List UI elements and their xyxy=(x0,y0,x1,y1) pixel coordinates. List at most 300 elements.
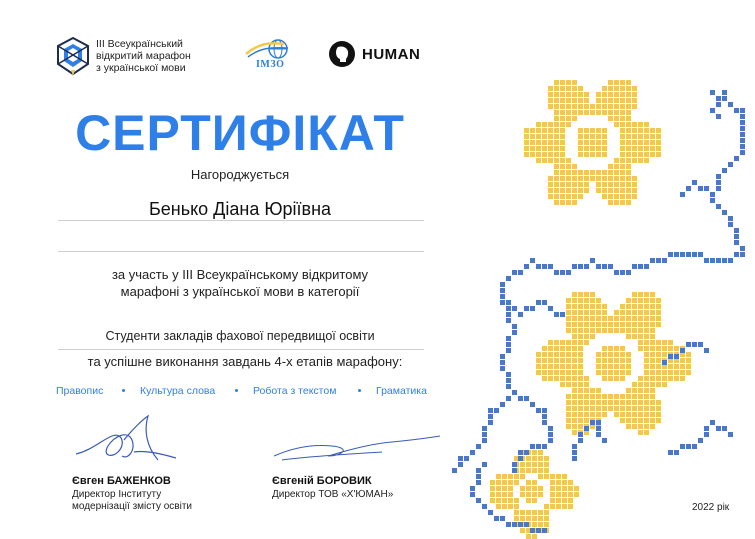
stitch-icon xyxy=(566,400,571,405)
stitch-icon xyxy=(560,104,565,109)
stitch-icon xyxy=(626,92,631,97)
marathon-emblem-icon xyxy=(56,36,90,76)
stitch-icon xyxy=(698,186,703,191)
stitch-icon xyxy=(614,80,619,85)
stitch-icon xyxy=(566,370,571,375)
stitch-icon xyxy=(536,528,541,533)
stitch-icon xyxy=(554,122,559,127)
stitch-icon xyxy=(596,304,601,309)
stitch-icon xyxy=(536,146,541,151)
stitch-icon xyxy=(566,194,571,199)
stitch-icon xyxy=(608,328,613,333)
stitch-icon xyxy=(644,140,649,145)
stitch-icon xyxy=(578,382,583,387)
stitch-icon xyxy=(512,522,517,527)
stitch-icon xyxy=(614,346,619,351)
stitch-icon xyxy=(578,298,583,303)
stitch-icon xyxy=(614,270,619,275)
stitch-icon xyxy=(560,146,565,151)
stitch-icon xyxy=(548,352,553,357)
stitch-icon xyxy=(662,360,667,365)
stitch-icon xyxy=(566,158,571,163)
stitch-icon xyxy=(572,176,577,181)
stitch-icon xyxy=(662,352,667,357)
human-head-icon xyxy=(328,40,356,68)
signer-role: Директор Інституту xyxy=(72,489,162,500)
stitch-icon xyxy=(590,298,595,303)
stitch-icon xyxy=(638,310,643,315)
stitch-icon xyxy=(536,364,541,369)
stitch-icon xyxy=(524,152,529,157)
stitch-icon xyxy=(638,328,643,333)
stitch-icon xyxy=(578,264,583,269)
stitch-icon xyxy=(526,510,531,515)
stitch-icon xyxy=(554,352,559,357)
stitch-icon xyxy=(620,346,625,351)
stitch-icon xyxy=(584,406,589,411)
stitch-icon xyxy=(590,328,595,333)
stitch-icon xyxy=(596,104,601,109)
stitch-icon xyxy=(734,234,739,239)
stitch-icon xyxy=(602,376,607,381)
stitch-icon xyxy=(520,462,525,467)
stitch-icon xyxy=(572,182,577,187)
stitch-icon xyxy=(626,270,631,275)
stitch-icon xyxy=(620,176,625,181)
stitch-icon xyxy=(638,122,643,127)
stitch-icon xyxy=(500,366,505,371)
stitch-icon xyxy=(590,406,595,411)
stitch-icon xyxy=(548,364,553,369)
stitch-icon xyxy=(502,498,507,503)
stitch-icon xyxy=(620,418,625,423)
stitch-icon xyxy=(620,116,625,121)
stitch-icon xyxy=(578,176,583,181)
stitch-icon xyxy=(644,146,649,151)
stitch-icon xyxy=(614,110,619,115)
stitch-icon xyxy=(740,120,745,125)
signer-borovyk xyxy=(272,475,393,501)
stitch-icon xyxy=(614,364,619,369)
stitch-icon xyxy=(650,328,655,333)
stitch-icon xyxy=(740,108,745,113)
stitch-icon xyxy=(602,304,607,309)
stitch-icon xyxy=(608,358,613,363)
stitch-icon xyxy=(566,304,571,309)
stitch-icon xyxy=(602,146,607,151)
stitch-icon xyxy=(590,400,595,405)
stitch-icon xyxy=(496,492,501,497)
stitch-icon xyxy=(650,412,655,417)
stitch-icon xyxy=(740,252,745,257)
stitch-icon xyxy=(584,98,589,103)
stitch-icon xyxy=(584,188,589,193)
completion-text: та успішне виконання завдань 4-х етапів марафону: xyxy=(87,354,403,369)
stitch-icon xyxy=(572,200,577,205)
stitch-icon xyxy=(644,412,649,417)
stitch-icon xyxy=(506,396,511,401)
stitch-icon xyxy=(566,340,571,345)
stitch-icon xyxy=(566,316,571,321)
stitch-icon xyxy=(584,310,589,315)
stitch-icon xyxy=(578,364,583,369)
stitch-icon xyxy=(596,310,601,315)
stitch-icon xyxy=(548,306,553,311)
stitch-icon xyxy=(584,304,589,309)
embroidery-ornament xyxy=(440,60,755,539)
stitch-icon xyxy=(538,450,543,455)
stitch-icon xyxy=(608,194,613,199)
stitch-icon xyxy=(602,182,607,187)
stitch-icon xyxy=(556,474,561,479)
stitch-icon xyxy=(722,210,727,215)
stitch-icon xyxy=(686,364,691,369)
stitch-icon xyxy=(632,140,637,145)
stitch-icon xyxy=(500,516,505,521)
stitch-icon xyxy=(650,334,655,339)
stitch-icon xyxy=(734,108,739,113)
stitch-icon xyxy=(626,158,631,163)
stitch-icon xyxy=(620,406,625,411)
stitch-icon xyxy=(560,312,565,317)
stitch-icon xyxy=(728,222,733,227)
stitch-icon xyxy=(560,140,565,145)
stitch-icon xyxy=(506,318,511,323)
stitch-icon xyxy=(502,486,507,491)
stitch-icon xyxy=(526,498,531,503)
stitch-icon xyxy=(550,492,555,497)
stitch-icon xyxy=(554,182,559,187)
stitch-icon xyxy=(602,128,607,133)
stitch-icon xyxy=(562,498,567,503)
stitch-icon xyxy=(590,334,595,339)
stitch-icon xyxy=(542,444,547,449)
stitch-icon xyxy=(656,258,661,263)
stitch-icon xyxy=(656,322,661,327)
stitch-icon xyxy=(502,474,507,479)
stitch-icon xyxy=(674,450,679,455)
stitch-icon xyxy=(502,504,507,509)
stitch-icon xyxy=(526,534,531,539)
stitch-icon xyxy=(644,310,649,315)
stitch-icon xyxy=(500,354,505,359)
stitch-icon xyxy=(614,370,619,375)
stitch-icon xyxy=(476,444,481,449)
stitch-icon xyxy=(650,418,655,423)
stitch-icon xyxy=(554,128,559,133)
stitch-icon xyxy=(602,104,607,109)
stitch-icon xyxy=(614,194,619,199)
stitch-icon xyxy=(638,406,643,411)
stitch-icon xyxy=(614,328,619,333)
stitch-icon xyxy=(644,364,649,369)
stitch-icon xyxy=(626,298,631,303)
stitch-icon xyxy=(554,98,559,103)
stitch-icon xyxy=(692,252,697,257)
stitch-icon xyxy=(500,288,505,293)
stitch-icon xyxy=(500,282,505,287)
stitch-icon xyxy=(542,370,547,375)
stitch-icon xyxy=(578,92,583,97)
stitch-icon xyxy=(620,364,625,369)
stitch-icon xyxy=(548,438,553,443)
stitch-icon xyxy=(626,188,631,193)
stitch-icon xyxy=(530,258,535,263)
stitch-icon xyxy=(560,346,565,351)
stitch-icon xyxy=(608,394,613,399)
stitch-icon xyxy=(526,468,531,473)
stitch-icon xyxy=(506,384,511,389)
stitch-icon xyxy=(716,174,721,179)
stitch-icon xyxy=(614,394,619,399)
stitch-icon xyxy=(578,152,583,157)
stitch-icon xyxy=(614,92,619,97)
awarded-label: Нагороджується xyxy=(190,167,290,182)
stitch-icon xyxy=(644,134,649,139)
stitch-icon xyxy=(596,352,601,357)
stitch-icon xyxy=(620,140,625,145)
stitch-icon xyxy=(496,498,501,503)
stitch-icon xyxy=(596,426,601,431)
stitch-icon xyxy=(560,86,565,91)
stitch-icon xyxy=(554,346,559,351)
stitch-icon xyxy=(650,310,655,315)
stitch-icon xyxy=(590,258,595,263)
stitch-icon xyxy=(710,258,715,263)
stitch-icon xyxy=(572,444,577,449)
stitch-icon xyxy=(596,176,601,181)
stitch-icon xyxy=(530,152,535,157)
stitch-icon xyxy=(488,414,493,419)
stitch-icon xyxy=(650,394,655,399)
stitch-icon xyxy=(544,516,549,521)
stitch-icon xyxy=(578,346,583,351)
stitch-icon xyxy=(542,420,547,425)
stitch-icon xyxy=(644,424,649,429)
stitch-icon xyxy=(554,110,559,115)
stitch-icon xyxy=(674,354,679,359)
stitch-icon xyxy=(680,192,685,197)
stitch-icon xyxy=(566,170,571,175)
marathon-logo-line: відкритий марафон xyxy=(96,50,191,62)
stitch-icon xyxy=(686,186,691,191)
stitch-icon xyxy=(544,474,549,479)
stitch-icon xyxy=(550,480,555,485)
stitch-icon xyxy=(668,370,673,375)
stitch-icon xyxy=(650,358,655,363)
stitch-icon xyxy=(596,432,601,437)
stitch-icon xyxy=(584,152,589,157)
stitch-icon xyxy=(620,194,625,199)
stitch-icon xyxy=(596,98,601,103)
stitch-icon xyxy=(584,92,589,97)
stitch-icon xyxy=(548,92,553,97)
stitch-icon xyxy=(572,298,577,303)
stitch-icon xyxy=(542,376,547,381)
stitch-icon xyxy=(656,406,661,411)
stitch-icon xyxy=(560,352,565,357)
stitch-icon xyxy=(548,432,553,437)
stitch-icon xyxy=(548,370,553,375)
stitch-icon xyxy=(668,376,673,381)
stitch-icon xyxy=(566,182,571,187)
stitch-icon xyxy=(524,264,529,269)
stitch-icon xyxy=(572,352,577,357)
stitch-icon xyxy=(632,152,637,157)
stitch-icon xyxy=(560,98,565,103)
stitch-icon xyxy=(578,400,583,405)
stitch-icon xyxy=(620,188,625,193)
stitch-icon xyxy=(554,86,559,91)
stitch-icon xyxy=(572,264,577,269)
stitch-icon xyxy=(568,498,573,503)
stitch-icon xyxy=(650,424,655,429)
stitch-icon xyxy=(490,486,495,491)
stitch-icon xyxy=(608,316,613,321)
stitch-icon xyxy=(728,102,733,107)
stitch-icon xyxy=(692,180,697,185)
stitch-icon xyxy=(488,420,493,425)
stitch-icon xyxy=(710,198,715,203)
stitch-icon xyxy=(584,134,589,139)
stitch-icon xyxy=(716,180,721,185)
stitch-icon xyxy=(536,300,541,305)
stitch-icon xyxy=(596,152,601,157)
stitch-icon xyxy=(572,400,577,405)
stitch-icon xyxy=(584,388,589,393)
stitch-icon xyxy=(698,342,703,347)
stitch-icon xyxy=(538,516,543,521)
stitch-icon xyxy=(602,370,607,375)
stitch-icon xyxy=(632,92,637,97)
stitch-icon xyxy=(602,140,607,145)
stitch-icon xyxy=(554,104,559,109)
stitch-icon xyxy=(632,316,637,321)
stitch-icon xyxy=(626,98,631,103)
stitch-icon xyxy=(578,418,583,423)
stitch-icon xyxy=(566,358,571,363)
stitch-icon xyxy=(506,342,511,347)
stitch-icon xyxy=(626,122,631,127)
stitch-icon xyxy=(584,104,589,109)
stitch-icon xyxy=(722,426,727,431)
stitch-icon xyxy=(626,110,631,115)
stitch-icon xyxy=(626,80,631,85)
stitch-icon xyxy=(638,304,643,309)
stitch-icon xyxy=(590,152,595,157)
stitch-icon xyxy=(536,140,541,145)
stitch-icon xyxy=(650,364,655,369)
stitch-icon xyxy=(566,406,571,411)
stitch-icon xyxy=(596,388,601,393)
stitch-icon xyxy=(572,194,577,199)
stitch-icon xyxy=(490,498,495,503)
stitch-icon xyxy=(584,334,589,339)
stitch-icon xyxy=(644,388,649,393)
stitch-icon xyxy=(608,110,613,115)
stitch-icon xyxy=(650,376,655,381)
stitch-icon xyxy=(506,306,511,311)
stitch-icon xyxy=(566,310,571,315)
stitch-icon xyxy=(632,292,637,297)
stitch-icon xyxy=(554,176,559,181)
stitch-icon xyxy=(608,370,613,375)
stitch-icon xyxy=(532,450,537,455)
stitch-icon xyxy=(572,104,577,109)
stitch-icon xyxy=(554,140,559,145)
stitch-icon xyxy=(602,264,607,269)
stitch-icon xyxy=(632,394,637,399)
stitch-icon xyxy=(572,450,577,455)
certificate-title: СЕРТИФІКАТ xyxy=(75,105,405,161)
stitch-icon xyxy=(556,504,561,509)
stitch-icon xyxy=(596,364,601,369)
stitch-icon xyxy=(518,456,523,461)
stitch-icon xyxy=(566,394,571,399)
stitch-icon xyxy=(458,456,463,461)
stitch-icon xyxy=(590,310,595,315)
stitch-icon xyxy=(566,86,571,91)
stitch-icon xyxy=(644,128,649,133)
stitch-icon xyxy=(584,298,589,303)
topic-item: Правопис xyxy=(56,385,104,397)
stitch-icon xyxy=(680,358,685,363)
stitch-icon xyxy=(548,176,553,181)
stitch-icon xyxy=(560,80,565,85)
stitch-icon xyxy=(526,492,531,497)
stitch-icon xyxy=(548,264,553,269)
stitch-icon xyxy=(614,412,619,417)
stitch-icon xyxy=(614,188,619,193)
purpose-line: за участь у ІІІ Всеукраїнському відкритому xyxy=(111,267,369,282)
stitch-icon xyxy=(506,276,511,281)
stitch-icon xyxy=(562,492,567,497)
stitch-icon xyxy=(590,170,595,175)
stitch-icon xyxy=(650,298,655,303)
stitch-icon xyxy=(590,304,595,309)
stitch-icon xyxy=(584,418,589,423)
stitch-icon xyxy=(566,116,571,121)
stitch-icon xyxy=(560,110,565,115)
stitch-icon xyxy=(536,158,541,163)
stitch-icon xyxy=(532,522,537,527)
stitch-icon xyxy=(596,170,601,175)
stitch-icon xyxy=(566,110,571,115)
stitch-icon xyxy=(554,370,559,375)
stitch-icon xyxy=(500,402,505,407)
stitch-icon xyxy=(638,152,643,157)
stitch-icon xyxy=(566,80,571,85)
stitch-icon xyxy=(572,86,577,91)
stitch-icon xyxy=(506,378,511,383)
stitch-icon xyxy=(668,340,673,345)
stitch-icon xyxy=(532,516,537,521)
stitch-icon xyxy=(538,492,543,497)
stitch-icon xyxy=(596,298,601,303)
stitch-icon xyxy=(632,322,637,327)
stitch-icon xyxy=(590,128,595,133)
stitch-icon xyxy=(626,310,631,315)
stitch-icon xyxy=(544,462,549,467)
stitch-icon xyxy=(608,200,613,205)
stitch-icon xyxy=(590,322,595,327)
stitch-icon xyxy=(614,116,619,121)
stitch-icon xyxy=(584,316,589,321)
stitch-icon xyxy=(650,352,655,357)
stitch-icon xyxy=(524,146,529,151)
stitch-icon xyxy=(614,376,619,381)
stitch-icon xyxy=(716,102,721,107)
